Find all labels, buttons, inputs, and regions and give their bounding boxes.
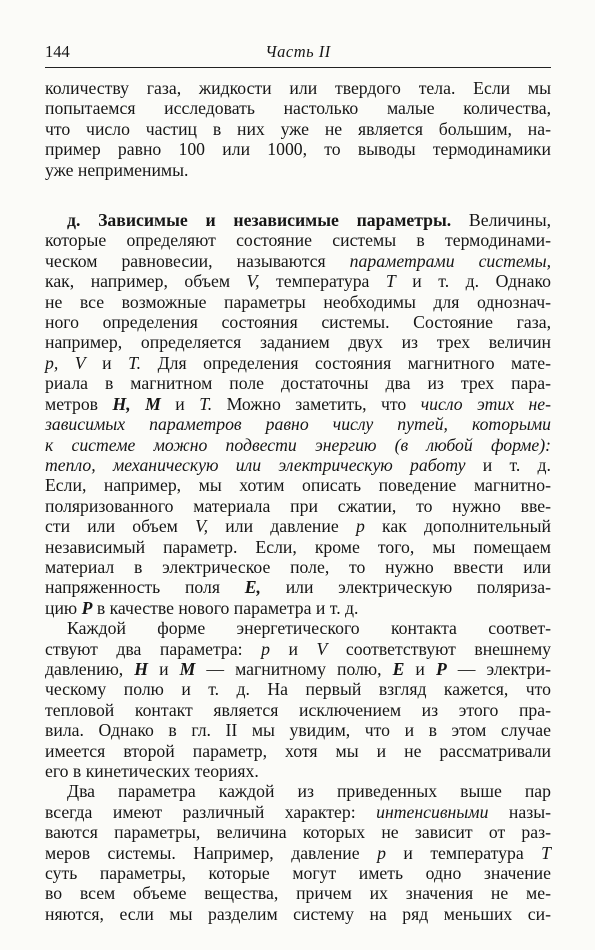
- text-segment: Если, например, мы хотим описать поведение магнитно-: [45, 475, 551, 496]
- text-segment: риала в магнитном поле достаточны два из трех пара-: [45, 373, 551, 394]
- text-body: [45, 78, 551, 924]
- text-line: [45, 98, 551, 118]
- text-segment: всегда имеют различный характер:: [45, 801, 377, 822]
- text-segment: метров: [45, 393, 113, 414]
- emphasized-text: д. Зависимые и независимые параметры.: [67, 210, 452, 231]
- text-line: [45, 700, 551, 720]
- text-segment: материал в электрическое поле, то нужно ввести или: [45, 556, 551, 577]
- text-line: [45, 639, 551, 659]
- text-segment: и: [269, 638, 317, 659]
- text-line: [45, 312, 551, 332]
- emphasized-text: P: [435, 658, 447, 679]
- text-segment: ческому полю и т. д. На первый взгляд кажется, что: [45, 679, 551, 700]
- text-segment: что число частиц в них уже не является большим, на-: [45, 118, 551, 139]
- text-line: [45, 373, 551, 393]
- text-segment: независимый параметр. Если, кроме того, мы помещаем: [45, 536, 551, 557]
- text-segment: попытаемся исследовать настолько малые количества,: [45, 98, 551, 119]
- text-segment: тепловой контакт является исключением из этого пра-: [45, 699, 551, 720]
- emphasized-text: p: [355, 516, 365, 537]
- text-line: [45, 394, 551, 414]
- text-line: [45, 292, 551, 312]
- paragraph: [45, 78, 551, 180]
- text-line: [45, 863, 551, 883]
- emphasized-text: M: [179, 658, 196, 679]
- emphasized-text: интенсивными: [376, 801, 489, 822]
- text-line: [45, 251, 551, 271]
- emphasized-text: H: [134, 658, 149, 679]
- text-line: [45, 822, 551, 842]
- text-segment: и т. д. Однако: [395, 271, 551, 292]
- text-line: [45, 516, 551, 536]
- text-segment: и т. д.: [465, 454, 551, 475]
- text-segment: и температура: [385, 842, 542, 863]
- text-segment: пример равно 100 или 1000, то выводы термодинамики: [45, 139, 551, 160]
- part-title: Часть II: [265, 42, 331, 61]
- text-segment: например, определяется заданием двух из трех величин: [45, 332, 551, 353]
- text-line: [45, 139, 551, 159]
- text-segment: которые определяют состояние системы в термодинами-: [45, 230, 551, 251]
- text-segment: — электри-: [446, 658, 551, 679]
- emphasized-text: зависимых параметров равно числу путей, которыми: [45, 414, 551, 435]
- text-segment: Величины,: [451, 210, 551, 231]
- text-segment: Каждой форме энергетического контакта соответ-: [67, 618, 551, 639]
- text-line: [45, 414, 551, 434]
- emphasized-text: число этих не-: [420, 393, 552, 414]
- emphasized-text: E,: [244, 577, 261, 598]
- text-line: [45, 761, 551, 781]
- emphasized-text: p: [377, 842, 386, 863]
- text-segment: количеству газа, жидкости или твердого тела. Если мы: [45, 78, 551, 98]
- text-segment: и: [404, 658, 436, 679]
- text-segment: сти или объем: [45, 516, 196, 537]
- text-segment: как, например, объем: [45, 271, 247, 292]
- text-line: [45, 843, 551, 863]
- running-header: [45, 42, 551, 62]
- text-line: [45, 353, 551, 373]
- text-line: [45, 332, 551, 352]
- text-line: [45, 160, 551, 180]
- text-segment: или электрическую поляриза-: [260, 577, 551, 598]
- emphasized-text: p: [261, 638, 270, 659]
- text-segment: в качестве нового параметра и т. д.: [92, 597, 359, 618]
- text-line: [45, 557, 551, 577]
- text-line: [45, 475, 551, 495]
- text-segment: ческом равновесии, называются: [45, 250, 350, 271]
- text-line: [45, 230, 551, 250]
- text-line: [45, 659, 551, 679]
- text-segment: ного определения состояния системы. Состояние газа,: [45, 312, 551, 333]
- text-line: [45, 618, 551, 638]
- emphasized-text: V: [316, 638, 328, 659]
- text-segment: уже неприменимы.: [45, 159, 189, 180]
- text-line: [45, 537, 551, 557]
- text-segment: не все возможные параметры необходимы для однознач-: [45, 291, 551, 312]
- paragraph: [45, 210, 551, 618]
- text-segment: Два параметра каждой из приведенных выше пар: [67, 781, 551, 802]
- text-segment: Для определения состояния магнитного мате-: [141, 352, 551, 373]
- text-segment: температура: [259, 271, 386, 292]
- text-segment: Можно заметить, что: [212, 393, 421, 414]
- text-line: [45, 720, 551, 740]
- text-segment: давлению,: [45, 658, 135, 679]
- emphasized-text: V,: [246, 271, 260, 292]
- text-line: [45, 802, 551, 822]
- text-segment: суть параметры, которые могут иметь одно значение: [45, 863, 551, 884]
- text-segment: или давление: [208, 516, 356, 537]
- text-segment: ствуют два параметра:: [45, 638, 262, 659]
- text-segment: поляризованного материала при сжатии, то нужно вве-: [45, 495, 551, 516]
- paragraph: [45, 781, 551, 924]
- text-segment: ваются параметры, величина которых не зависит от раз-: [45, 822, 551, 843]
- text-segment: — магнитному полю,: [195, 658, 393, 679]
- emphasized-text: параметрами системы,: [349, 250, 551, 271]
- text-line: [45, 679, 551, 699]
- text-segment: как дополнительный: [364, 516, 551, 537]
- page-number: 144: [45, 42, 70, 61]
- text-line: [45, 883, 551, 903]
- emphasized-text: T: [541, 842, 551, 863]
- text-segment: во всем объеме вещества, причем их значения не ме-: [45, 883, 551, 904]
- text-segment: вила. Однако в гл. II мы увидим, что и в этом случае: [45, 720, 551, 741]
- text-segment: и: [148, 658, 180, 679]
- text-line: [45, 577, 551, 597]
- paragraph-gap: [45, 180, 551, 210]
- text-line: [45, 496, 551, 516]
- text-segment: меров системы. Например, давление: [45, 842, 378, 863]
- header-rule: [45, 67, 551, 68]
- emphasized-text: T: [385, 271, 396, 292]
- text-line: [45, 741, 551, 761]
- text-segment: и: [85, 352, 129, 373]
- text-line: [45, 904, 551, 924]
- emphasized-text: T.: [199, 393, 213, 414]
- text-segment: и: [160, 393, 200, 414]
- paragraph: [45, 618, 551, 781]
- emphasized-text: T.: [128, 352, 142, 373]
- emphasized-text: P: [81, 597, 93, 618]
- text-line: [45, 598, 551, 618]
- emphasized-text: к системе можно подвести энергию (в любой форме):: [45, 434, 551, 455]
- text-line: [45, 119, 551, 139]
- text-segment: соответствуют внешнему: [327, 638, 551, 659]
- text-line: [45, 781, 551, 801]
- text-segment: няются, если мы разделим систему на ряд меньших си-: [45, 903, 551, 924]
- text-line: [45, 455, 551, 475]
- text-segment: имеется второй параметр, хотя мы и не рассматривали: [45, 740, 551, 761]
- text-segment: цию: [45, 597, 82, 618]
- text-line: [45, 435, 551, 455]
- text-segment: его в кинетических теориях.: [45, 761, 259, 781]
- text-line: [45, 210, 551, 230]
- emphasized-text: тепло, механическую или электрическую работу: [45, 454, 466, 475]
- emphasized-text: E: [392, 658, 405, 679]
- emphasized-text: V,: [195, 516, 209, 537]
- text-line: [45, 78, 551, 98]
- text-segment: назы-: [488, 801, 551, 822]
- emphasized-text: H, M: [112, 393, 161, 414]
- text-segment: напряженность поля: [45, 577, 245, 598]
- emphasized-text: p, V: [45, 352, 86, 373]
- text-line: [45, 271, 551, 291]
